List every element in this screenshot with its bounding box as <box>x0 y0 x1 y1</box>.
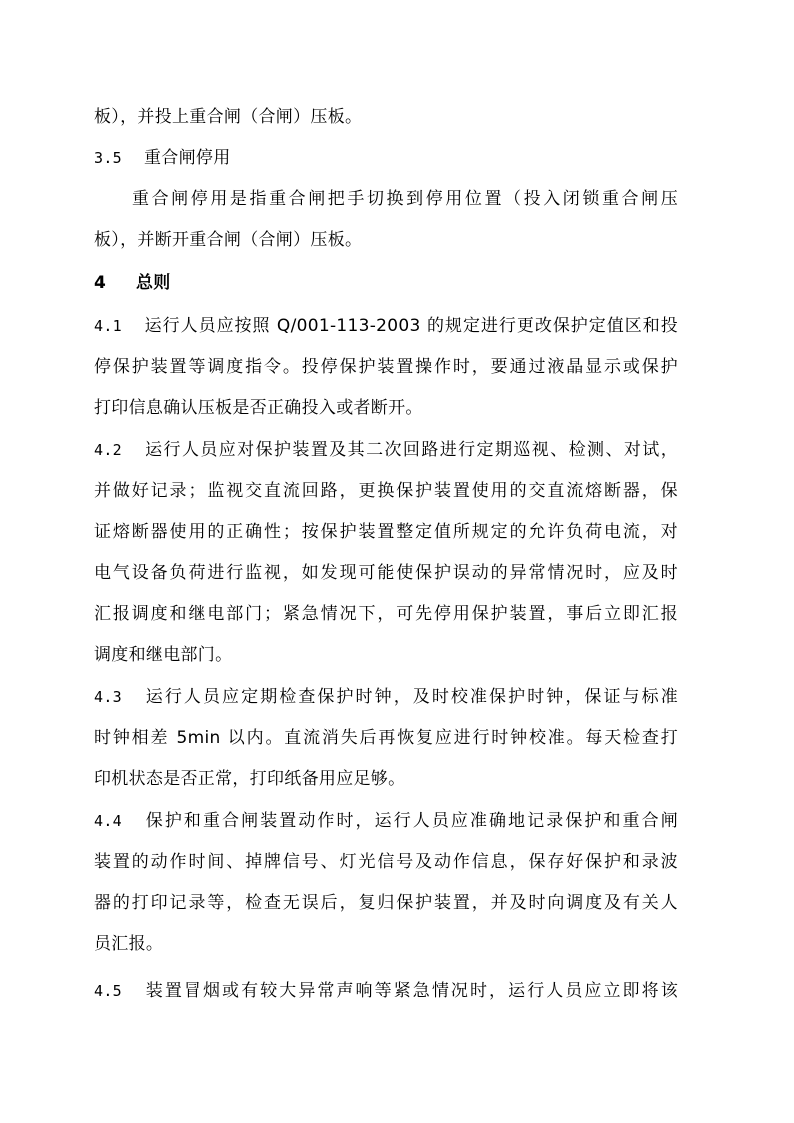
paragraph-line-4-1 <box>94 311 678 341</box>
section-number: 4.3 <box>94 688 122 706</box>
section-number: 4.1 <box>94 317 122 335</box>
paragraph-line <box>132 184 678 214</box>
paragraph-line <box>94 393 678 423</box>
section-number: 4 <box>94 273 107 293</box>
paragraph-line <box>94 599 678 629</box>
paragraph-line <box>94 929 678 959</box>
paragraph-line <box>94 558 678 588</box>
section-number: 3.5 <box>94 149 122 167</box>
paragraph-line-4-4 <box>94 806 678 836</box>
paragraph-line <box>94 476 678 506</box>
text: 并做好记录；监视交直流回路，更换保护装置使用的交直流熔断器，保 <box>94 481 678 501</box>
section-title: 重合闸停用 <box>144 148 231 168</box>
paragraph-line <box>94 517 678 547</box>
paragraph-line <box>94 640 678 670</box>
text: 印机状态是否正常，打印纸备用应足够。 <box>94 769 406 789</box>
text: 打印信息确认压板是否正确投入或者断开。 <box>94 398 423 418</box>
text: 板），并投上重合闸（合闸）压板。 <box>94 107 363 127</box>
text: 证熔断器使用的正确性；按保护装置整定值所规定的允许负荷电流，对 <box>94 522 678 542</box>
paragraph-line <box>94 352 678 382</box>
paragraph-line <box>94 225 678 255</box>
text: 停保护装置等调度指令。投停保护装置操作时，要通过液晶显示或保护 <box>94 357 678 377</box>
section-title: 总则 <box>136 273 171 293</box>
text: 员汇报。 <box>94 934 164 954</box>
section-number: 4.5 <box>94 982 122 1000</box>
section-number: 4.2 <box>94 441 122 459</box>
section-heading-4 <box>94 268 678 298</box>
text: 装置的动作时间、掉牌信号、灯光信号及动作信息，保存好保护和录波 <box>94 852 678 872</box>
section-number: 4.4 <box>94 812 122 830</box>
text: 装置冒烟或有较大异常声响等紧急情况时，运行人员应立即将该 <box>144 981 678 1001</box>
paragraph-line-4-2 <box>94 435 678 465</box>
text: 器的打印记录等，检查无误后，复归保护装置，并及时向调度及有关人 <box>94 893 678 913</box>
paragraph-line <box>94 764 678 794</box>
paragraph-line <box>94 888 678 918</box>
text: 调度和继电部门。 <box>94 645 233 665</box>
section-heading-3-5 <box>94 143 678 173</box>
paragraph-line <box>94 847 678 877</box>
text: 运行人员应对保护装置及其二次回路进行定期巡视、检测、对试， <box>144 440 678 460</box>
paragraph-line <box>94 723 678 753</box>
text: 板），并断开重合闸（合闸）压板。 <box>94 230 363 250</box>
text: 汇报调度和继电部门；紧急情况下，可先停用保护装置，事后立即汇报 <box>94 604 678 624</box>
paragraph-line-4-5 <box>94 976 678 1006</box>
text: 电气设备负荷进行监视，如发现可能使保护误动的异常情况时，应及时 <box>94 563 678 583</box>
paragraph-line-4-3 <box>94 682 678 712</box>
text: 保护和重合闸装置动作时，运行人员应准确地记录保护和重合闸 <box>144 811 678 831</box>
text: 运行人员应按照 Q/001-113-2003 的规定进行更改保护定值区和投 <box>144 316 678 336</box>
text: 重合闸停用是指重合闸把手切换到停用位置（投入闭锁重合闸压 <box>132 189 678 209</box>
text: 运行人员应定期检查保护时钟，及时校准保护时钟，保证与标准 <box>144 687 678 707</box>
paragraph-line <box>94 102 678 132</box>
text: 时钟相差 5min 以内。直流消失后再恢复应进行时钟校准。每天检查打 <box>94 728 678 748</box>
